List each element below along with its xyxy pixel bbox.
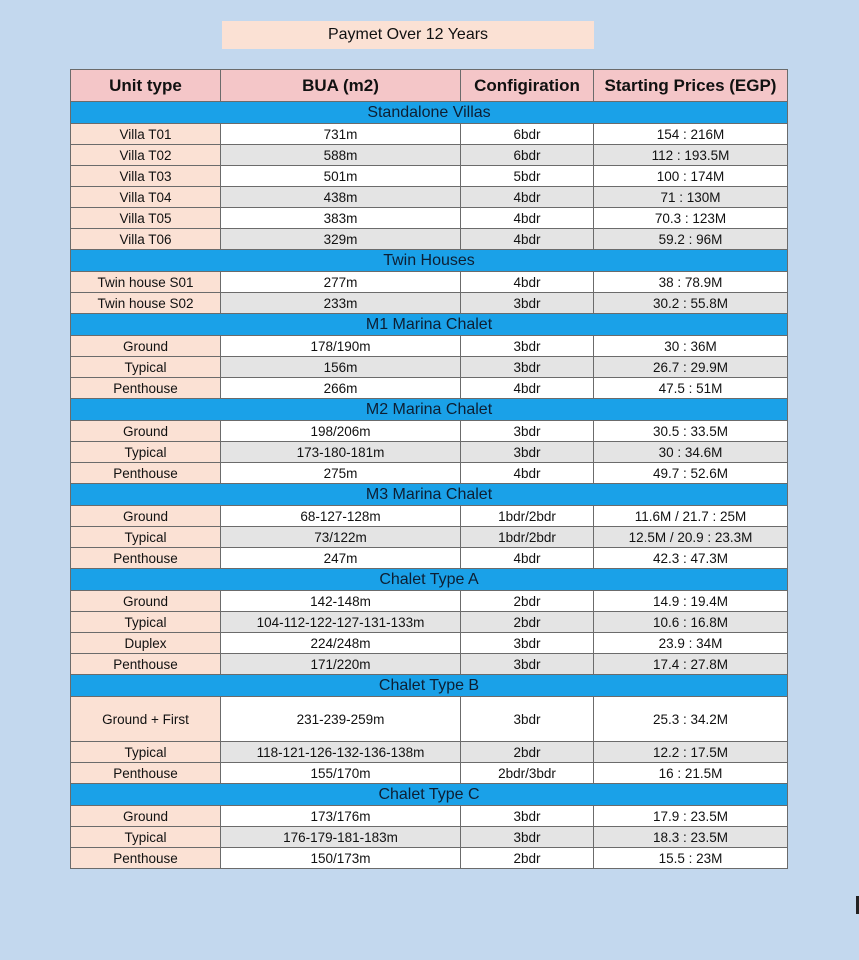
unit-type-cell: Penthouse <box>71 848 221 869</box>
configuration-cell: 3bdr <box>461 697 594 742</box>
unit-type-cell: Villa T06 <box>71 229 221 250</box>
section-title: Chalet Type B <box>71 675 788 697</box>
bua-cell: 155/170m <box>221 763 461 784</box>
unit-type-cell: Penthouse <box>71 763 221 784</box>
unit-type-cell: Penthouse <box>71 548 221 569</box>
configuration-cell: 3bdr <box>461 442 594 463</box>
table-row <box>71 654 788 675</box>
configuration-cell: 2bdr/3bdr <box>461 763 594 784</box>
header-starting-prices: Starting Prices (EGP) <box>594 70 788 102</box>
section-row <box>71 784 788 806</box>
table-row <box>71 591 788 612</box>
price-cell: 154 : 216M <box>594 124 788 145</box>
price-cell: 17.9 : 23.5M <box>594 806 788 827</box>
table-row <box>71 763 788 784</box>
page-title: Paymet Over 12 Years <box>222 21 594 49</box>
unit-type-cell: Villa T01 <box>71 124 221 145</box>
unit-type-cell: Typical <box>71 742 221 763</box>
configuration-cell: 4bdr <box>461 229 594 250</box>
section-title: M1 Marina Chalet <box>71 314 788 336</box>
bua-cell: 438m <box>221 187 461 208</box>
bua-cell: 178/190m <box>221 336 461 357</box>
configuration-cell: 3bdr <box>461 806 594 827</box>
table-row <box>71 208 788 229</box>
unit-type-cell: Villa T03 <box>71 166 221 187</box>
price-cell: 47.5 : 51M <box>594 378 788 399</box>
configuration-cell: 6bdr <box>461 124 594 145</box>
unit-type-cell: Ground <box>71 806 221 827</box>
unit-type-cell: Ground <box>71 421 221 442</box>
price-cell: 42.3 : 47.3M <box>594 548 788 569</box>
price-cell: 30 : 36M <box>594 336 788 357</box>
configuration-cell: 6bdr <box>461 145 594 166</box>
table-row <box>71 806 788 827</box>
table-row <box>71 187 788 208</box>
bua-cell: 176-179-181-183m <box>221 827 461 848</box>
configuration-cell: 3bdr <box>461 293 594 314</box>
price-cell: 12.2 : 17.5M <box>594 742 788 763</box>
bua-cell: 142-148m <box>221 591 461 612</box>
configuration-cell: 3bdr <box>461 421 594 442</box>
price-cell: 12.5M / 20.9 : 23.3M <box>594 527 788 548</box>
unit-type-cell: Twin house S02 <box>71 293 221 314</box>
table-row <box>71 697 788 742</box>
configuration-cell: 5bdr <box>461 166 594 187</box>
unit-type-cell: Typical <box>71 442 221 463</box>
configuration-cell: 3bdr <box>461 357 594 378</box>
configuration-cell: 2bdr <box>461 612 594 633</box>
bua-cell: 150/173m <box>221 848 461 869</box>
section-row <box>71 314 788 336</box>
section-row <box>71 102 788 124</box>
table-row <box>71 506 788 527</box>
price-cell: 10.6 : 16.8M <box>594 612 788 633</box>
header-row <box>71 70 788 102</box>
price-cell: 100 : 174M <box>594 166 788 187</box>
configuration-cell: 3bdr <box>461 633 594 654</box>
bua-cell: 329m <box>221 229 461 250</box>
bua-cell: 173/176m <box>221 806 461 827</box>
bua-cell: 156m <box>221 357 461 378</box>
unit-type-cell: Duplex <box>71 633 221 654</box>
unit-type-cell: Villa T05 <box>71 208 221 229</box>
table-row <box>71 633 788 654</box>
unit-type-cell: Villa T02 <box>71 145 221 166</box>
header-configuration: Configiration <box>461 70 594 102</box>
price-table <box>70 69 788 869</box>
unit-type-cell: Penthouse <box>71 654 221 675</box>
bua-cell: 731m <box>221 124 461 145</box>
configuration-cell: 3bdr <box>461 654 594 675</box>
price-cell: 25.3 : 34.2M <box>594 697 788 742</box>
unit-type-cell: Twin house S01 <box>71 272 221 293</box>
unit-type-cell: Ground <box>71 591 221 612</box>
table-row <box>71 527 788 548</box>
section-title: Chalet Type C <box>71 784 788 806</box>
configuration-cell: 3bdr <box>461 336 594 357</box>
table-row <box>71 229 788 250</box>
configuration-cell: 2bdr <box>461 742 594 763</box>
bua-cell: 173-180-181m <box>221 442 461 463</box>
header-bua: BUA (m2) <box>221 70 461 102</box>
unit-type-cell: Typical <box>71 827 221 848</box>
bua-cell: 247m <box>221 548 461 569</box>
table-row <box>71 742 788 763</box>
price-cell: 15.5 : 23M <box>594 848 788 869</box>
price-cell: 30 : 34.6M <box>594 442 788 463</box>
configuration-cell: 4bdr <box>461 378 594 399</box>
section-title: M3 Marina Chalet <box>71 484 788 506</box>
unit-type-cell: Ground <box>71 336 221 357</box>
unit-type-cell: Penthouse <box>71 463 221 484</box>
table-row <box>71 421 788 442</box>
price-cell: 14.9 : 19.4M <box>594 591 788 612</box>
price-cell: 38 : 78.9M <box>594 272 788 293</box>
unit-type-cell: Villa T04 <box>71 187 221 208</box>
section-row <box>71 399 788 421</box>
bua-cell: 588m <box>221 145 461 166</box>
table-row <box>71 827 788 848</box>
section-title: Standalone Villas <box>71 102 788 124</box>
price-cell: 49.7 : 52.6M <box>594 463 788 484</box>
price-cell: 23.9 : 34M <box>594 633 788 654</box>
table-row <box>71 272 788 293</box>
table-row <box>71 357 788 378</box>
table-row <box>71 293 788 314</box>
bua-cell: 277m <box>221 272 461 293</box>
table-row <box>71 166 788 187</box>
table-body <box>71 102 788 869</box>
section-row <box>71 250 788 272</box>
header-unit-type: Unit type <box>71 70 221 102</box>
configuration-cell: 4bdr <box>461 208 594 229</box>
bua-cell: 233m <box>221 293 461 314</box>
price-cell: 11.6M / 21.7 : 25M <box>594 506 788 527</box>
configuration-cell: 1bdr/2bdr <box>461 527 594 548</box>
bua-cell: 383m <box>221 208 461 229</box>
table-row <box>71 548 788 569</box>
table-row <box>71 378 788 399</box>
configuration-cell: 3bdr <box>461 827 594 848</box>
price-cell: 70.3 : 123M <box>594 208 788 229</box>
price-cell: 30.2 : 55.8M <box>594 293 788 314</box>
unit-type-cell: Ground <box>71 506 221 527</box>
table-row <box>71 124 788 145</box>
table-row <box>71 145 788 166</box>
configuration-cell: 1bdr/2bdr <box>461 506 594 527</box>
bua-cell: 224/248m <box>221 633 461 654</box>
table-row <box>71 442 788 463</box>
unit-type-cell: Penthouse <box>71 378 221 399</box>
section-row <box>71 569 788 591</box>
configuration-cell: 2bdr <box>461 591 594 612</box>
price-cell: 17.4 : 27.8M <box>594 654 788 675</box>
section-title: M2 Marina Chalet <box>71 399 788 421</box>
section-row <box>71 484 788 506</box>
price-cell: 71 : 130M <box>594 187 788 208</box>
table-row <box>71 463 788 484</box>
section-row <box>71 675 788 697</box>
unit-type-cell: Typical <box>71 357 221 378</box>
unit-type-cell: Typical <box>71 612 221 633</box>
bua-cell: 266m <box>221 378 461 399</box>
bua-cell: 68-127-128m <box>221 506 461 527</box>
bua-cell: 73/122m <box>221 527 461 548</box>
configuration-cell: 4bdr <box>461 463 594 484</box>
price-cell: 112 : 193.5M <box>594 145 788 166</box>
bua-cell: 198/206m <box>221 421 461 442</box>
table-row <box>71 848 788 869</box>
price-cell: 18.3 : 23.5M <box>594 827 788 848</box>
configuration-cell: 4bdr <box>461 187 594 208</box>
unit-type-cell: Ground + First <box>71 697 221 742</box>
configuration-cell: 4bdr <box>461 548 594 569</box>
configuration-cell: 4bdr <box>461 272 594 293</box>
bua-cell: 104-112-122-127-131-133m <box>221 612 461 633</box>
section-title: Twin Houses <box>71 250 788 272</box>
configuration-cell: 2bdr <box>461 848 594 869</box>
price-cell: 30.5 : 33.5M <box>594 421 788 442</box>
price-cell: 59.2 : 96M <box>594 229 788 250</box>
table-row <box>71 612 788 633</box>
bua-cell: 171/220m <box>221 654 461 675</box>
section-title: Chalet Type A <box>71 569 788 591</box>
bua-cell: 275m <box>221 463 461 484</box>
unit-type-cell: Typical <box>71 527 221 548</box>
bua-cell: 231-239-259m <box>221 697 461 742</box>
price-cell: 16 : 21.5M <box>594 763 788 784</box>
price-cell: 26.7 : 29.9M <box>594 357 788 378</box>
table-row <box>71 336 788 357</box>
bua-cell: 118-121-126-132-136-138m <box>221 742 461 763</box>
bua-cell: 501m <box>221 166 461 187</box>
